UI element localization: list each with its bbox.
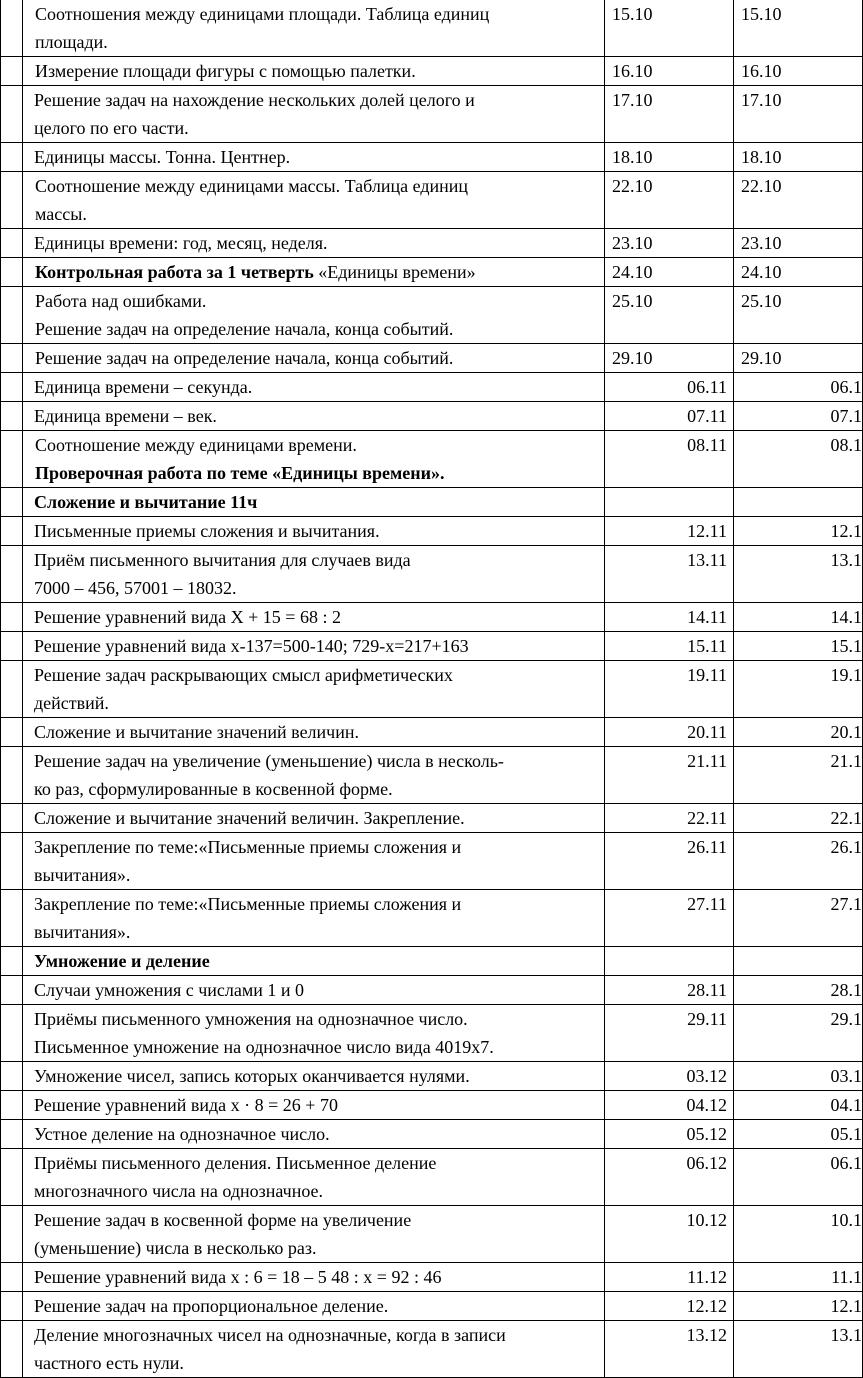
row-number-cell [1, 57, 23, 86]
planned-date-cell: 15.11 [605, 632, 734, 661]
row-number-cell [1, 747, 23, 804]
planned-date-cell: 18.10 [605, 143, 734, 172]
topic-line: многозначного числа на однозначное. [34, 1181, 324, 1201]
lesson-topic [23, 86, 605, 143]
lesson-topic [23, 229, 605, 258]
topic-line: Решение уравнений вида х-137=500-140; 729-х=217+163 [34, 636, 469, 656]
table-row [1, 287, 863, 344]
table-row [1, 718, 863, 747]
table-row [1, 661, 863, 718]
topic-line: Приёмы письменного деления. Письменное деление [34, 1153, 437, 1173]
planned-date-cell: 11.12 [605, 1263, 734, 1292]
lesson-topic [23, 603, 605, 632]
lesson-topic [23, 344, 605, 373]
table-row [1, 890, 863, 947]
row-number-cell [1, 947, 23, 976]
actual-date-cell: 04.1 [734, 1091, 863, 1120]
table-row [1, 1206, 863, 1263]
topic-line: частного есть нули. [34, 1353, 184, 1373]
row-number-cell [1, 1005, 23, 1062]
actual-date-cell [734, 947, 863, 976]
actual-date-cell: 24.10 [734, 258, 863, 287]
actual-date-cell: 18.10 [734, 143, 863, 172]
row-number-cell [1, 0, 23, 57]
planned-date-cell: 14.11 [605, 603, 734, 632]
planned-date-cell: 24.10 [605, 258, 734, 287]
row-number-cell [1, 661, 23, 718]
actual-date-cell: 29.10 [734, 344, 863, 373]
table-row [1, 1120, 863, 1149]
actual-date-cell: 06.1 [734, 1149, 863, 1206]
table-row [1, 143, 863, 172]
topic-line: Измерение площади фигуры с помощью палетки. [35, 61, 416, 81]
table-row [1, 1263, 863, 1292]
section-title-text: Сложение и вычитание 11ч [34, 492, 258, 512]
lesson-topic [23, 718, 605, 747]
test-subtitle: «Единицы времени» [313, 262, 476, 282]
row-number-cell [1, 890, 23, 947]
actual-date-cell: 13.1 [734, 1321, 863, 1378]
row-number-cell [1, 1206, 23, 1263]
table-row [1, 57, 863, 86]
topic-line: 7000 – 456, 57001 – 18032. [34, 578, 237, 598]
actual-date-cell: 10.1 [734, 1206, 863, 1263]
lesson-topic [23, 1062, 605, 1091]
topic-line: Соотношение между единицами массы. Таблица единиц [35, 176, 469, 196]
actual-date-cell: 07.1 [734, 402, 863, 431]
table-row [1, 402, 863, 431]
lesson-topic [23, 833, 605, 890]
topic-line: массы. [35, 204, 87, 224]
planned-date-cell: 12.12 [605, 1292, 734, 1321]
lesson-topic [23, 1206, 605, 1263]
row-number-cell [1, 1149, 23, 1206]
actual-date-cell: 25.10 [734, 287, 863, 344]
topic-line: Умножение чисел, запись которых оканчивается нулями. [34, 1066, 470, 1086]
actual-date-cell: 13.1 [734, 546, 863, 603]
lesson-topic [23, 1149, 605, 1206]
table-row [1, 1292, 863, 1321]
actual-date-cell: 16.10 [734, 57, 863, 86]
topic-line: Соотношения между единицами площади. Таблица единиц [35, 4, 490, 24]
lesson-topic [23, 747, 605, 804]
topic-line: Решение задач на пропорциональное деление. [34, 1296, 389, 1316]
actual-date-cell: 05.1 [734, 1120, 863, 1149]
topic-line: Устное деление на однозначное число. [34, 1124, 330, 1144]
row-number-cell [1, 143, 23, 172]
topic-line: Единица времени – век. [34, 406, 217, 426]
actual-date-cell: 29.1 [734, 1005, 863, 1062]
planned-date-cell: 13.11 [605, 546, 734, 603]
actual-date-cell: 19.1 [734, 661, 863, 718]
row-number-cell [1, 603, 23, 632]
topic-line: Решение задач на определение начала, конца событий. [35, 319, 454, 339]
table-row [1, 976, 863, 1005]
row-number-cell [1, 804, 23, 833]
table-row [1, 804, 863, 833]
row-number-cell [1, 546, 23, 603]
row-number-cell [1, 833, 23, 890]
topic-line: Решение уравнений вида Х + 15 = 68 : 2 [34, 607, 341, 627]
check-work-title: Проверочная работа по теме «Единицы времени». [35, 463, 445, 483]
row-number-cell [1, 373, 23, 402]
table-row [1, 86, 863, 143]
actual-date-cell: 06.1 [734, 373, 863, 402]
actual-date-cell: 28.1 [734, 976, 863, 1005]
table-row [1, 546, 863, 603]
topic-line: (уменьшение) числа в несколько раз. [34, 1238, 317, 1258]
lesson-topic [23, 431, 605, 488]
planned-date-cell: 07.11 [605, 402, 734, 431]
planned-date-cell: 25.10 [605, 287, 734, 344]
lesson-topic [23, 1321, 605, 1378]
table-row [1, 373, 863, 402]
lesson-topic [23, 1292, 605, 1321]
row-number-cell [1, 632, 23, 661]
lesson-topic [23, 287, 605, 344]
table-row [1, 0, 863, 57]
actual-date-cell: 22.10 [734, 172, 863, 229]
topic-line: Решение задач раскрывающих смысл арифметических [34, 665, 453, 685]
lesson-topic [23, 373, 605, 402]
section-row [1, 488, 863, 517]
topic-line: Случаи умножения с числами 1 и 0 [34, 980, 305, 1000]
lesson-topic [23, 57, 605, 86]
actual-date-cell: 12.1 [734, 517, 863, 546]
planned-date-cell: 04.12 [605, 1091, 734, 1120]
planned-date-cell: 03.12 [605, 1062, 734, 1091]
test-title-bold: Контрольная работа за 1 четверть [35, 262, 314, 282]
lesson-topic [23, 258, 605, 287]
topic-line: Единицы времени: год, месяц, неделя. [34, 233, 328, 253]
lesson-topic [23, 546, 605, 603]
planned-date-cell: 22.11 [605, 804, 734, 833]
planned-date-cell: 28.11 [605, 976, 734, 1005]
table-row [1, 1149, 863, 1206]
table-row [1, 1005, 863, 1062]
table-row [1, 1321, 863, 1378]
section-row [1, 947, 863, 976]
actual-date-cell: 27.1 [734, 890, 863, 947]
row-number-cell [1, 1091, 23, 1120]
topic-line: Закрепление по теме:«Письменные приемы сложения и [34, 837, 462, 857]
lesson-topic [23, 1263, 605, 1292]
topic-line: вычитания». [34, 865, 131, 885]
planned-date-cell: 17.10 [605, 86, 734, 143]
row-number-cell [1, 402, 23, 431]
planned-date-cell: 16.10 [605, 57, 734, 86]
table-row [1, 747, 863, 804]
row-number-cell [1, 1292, 23, 1321]
table-row [1, 1091, 863, 1120]
planned-date-cell: 12.11 [605, 517, 734, 546]
actual-date-cell: 22.1 [734, 804, 863, 833]
lesson-topic [23, 632, 605, 661]
topic-line: площади. [35, 32, 108, 52]
lesson-topic [23, 402, 605, 431]
lesson-topic [23, 1091, 605, 1120]
table-row [1, 603, 863, 632]
topic-line: действий. [34, 693, 109, 713]
topic-line: Решение задач в косвенной форме на увеличение [34, 1210, 412, 1230]
actual-date-cell: 20.1 [734, 718, 863, 747]
planned-date-cell: 22.10 [605, 172, 734, 229]
section-title [23, 947, 605, 976]
planned-date-cell: 29.11 [605, 1005, 734, 1062]
actual-date-cell: 21.1 [734, 747, 863, 804]
lesson-topic [23, 976, 605, 1005]
row-number-cell [1, 1321, 23, 1378]
table-row [1, 229, 863, 258]
row-number-cell [1, 1263, 23, 1292]
actual-date-cell: 08.1 [734, 431, 863, 488]
row-number-cell [1, 229, 23, 258]
lesson-topic [23, 0, 605, 57]
actual-date-cell: 15.10 [734, 0, 863, 57]
table-row [1, 632, 863, 661]
planned-date-cell [605, 488, 734, 517]
lesson-topic [23, 143, 605, 172]
table-row [1, 833, 863, 890]
topic-line: Работа над ошибками. [35, 291, 207, 311]
row-number-cell [1, 517, 23, 546]
row-number-cell [1, 86, 23, 143]
row-number-cell [1, 344, 23, 373]
topic-line: ко раз, сформулированные в косвенной форме. [34, 779, 393, 799]
topic-line: Письменные приемы сложения и вычитания. [34, 521, 380, 541]
row-number-cell [1, 1062, 23, 1091]
planned-date-cell: 21.11 [605, 747, 734, 804]
planned-date-cell: 26.11 [605, 833, 734, 890]
row-number-cell [1, 976, 23, 1005]
planned-date-cell [605, 947, 734, 976]
row-number-cell [1, 258, 23, 287]
lesson-topic [23, 890, 605, 947]
topic-line: Единица времени – секунда. [34, 377, 253, 397]
topic-line: Решение уравнений вида х : 6 = 18 – 5 48 : х = 92 : 46 [34, 1267, 442, 1287]
topic-line: Решение уравнений вида х · 8 = 26 + 70 [34, 1095, 338, 1115]
lesson-topic [23, 1005, 605, 1062]
table-row [1, 1062, 863, 1091]
actual-date-cell [734, 488, 863, 517]
actual-date-cell: 23.10 [734, 229, 863, 258]
topic-line: Сложение и вычитание значений величин. Закрепление. [34, 808, 465, 828]
actual-date-cell: 12.1 [734, 1292, 863, 1321]
table-row [1, 258, 863, 287]
actual-date-cell: 26.1 [734, 833, 863, 890]
topic-line: Приёмы письменного умножения на однозначное число. [34, 1009, 468, 1029]
planned-date-cell: 19.11 [605, 661, 734, 718]
actual-date-cell: 17.10 [734, 86, 863, 143]
lesson-topic [23, 1120, 605, 1149]
topic-line: Единицы массы. Тонна. Центнер. [34, 147, 291, 167]
row-number-cell [1, 287, 23, 344]
lesson-topic [23, 661, 605, 718]
topic-line: Приём письменного вычитания для случаев вида [34, 550, 411, 570]
planned-date-cell: 20.11 [605, 718, 734, 747]
section-title [23, 488, 605, 517]
section-title-text: Умножение и деление [34, 951, 210, 971]
topic-line: Письменное умножение на однозначное число вида 4019х7. [34, 1037, 494, 1057]
table-row [1, 431, 863, 488]
actual-date-cell: 15.1 [734, 632, 863, 661]
lesson-topic [23, 804, 605, 833]
actual-date-cell: 14.1 [734, 603, 863, 632]
row-number-cell [1, 172, 23, 229]
planned-date-cell: 29.10 [605, 344, 734, 373]
topic-line: Деление многозначных чисел на однозначные, когда в записи [34, 1325, 506, 1345]
planned-date-cell: 23.10 [605, 229, 734, 258]
topic-line: Соотношение между единицами времени. [35, 435, 357, 455]
topic-line: вычитания». [34, 922, 131, 942]
topic-line: целого по его части. [34, 118, 189, 138]
planned-date-cell: 13.12 [605, 1321, 734, 1378]
actual-date-cell: 03.1 [734, 1062, 863, 1091]
table-row [1, 517, 863, 546]
table-row [1, 172, 863, 229]
planned-date-cell: 06.11 [605, 373, 734, 402]
planned-date-cell: 10.12 [605, 1206, 734, 1263]
planned-date-cell: 15.10 [605, 0, 734, 57]
topic-line: Решение задач на увеличение (уменьшение) числа в несколь- [34, 751, 504, 771]
actual-date-cell: 11.1 [734, 1263, 863, 1292]
planned-date-cell: 27.11 [605, 890, 734, 947]
planned-date-cell: 05.12 [605, 1120, 734, 1149]
topic-line: Сложение и вычитание значений величин. [34, 722, 359, 742]
topic-line: Решение задач на нахождение нескольких долей целого и [34, 90, 475, 110]
row-number-cell [1, 431, 23, 488]
table-body [1, 0, 863, 1378]
lesson-topic [23, 517, 605, 546]
planned-date-cell: 06.12 [605, 1149, 734, 1206]
topic-line: Закрепление по теме:«Письменные приемы сложения и [34, 894, 462, 914]
topic-line: Решение задач на определение начала, конца событий. [35, 348, 454, 368]
row-number-cell [1, 1120, 23, 1149]
table-row [1, 344, 863, 373]
row-number-cell [1, 718, 23, 747]
row-number-cell [1, 488, 23, 517]
lesson-topic [23, 172, 605, 229]
planned-date-cell: 08.11 [605, 431, 734, 488]
